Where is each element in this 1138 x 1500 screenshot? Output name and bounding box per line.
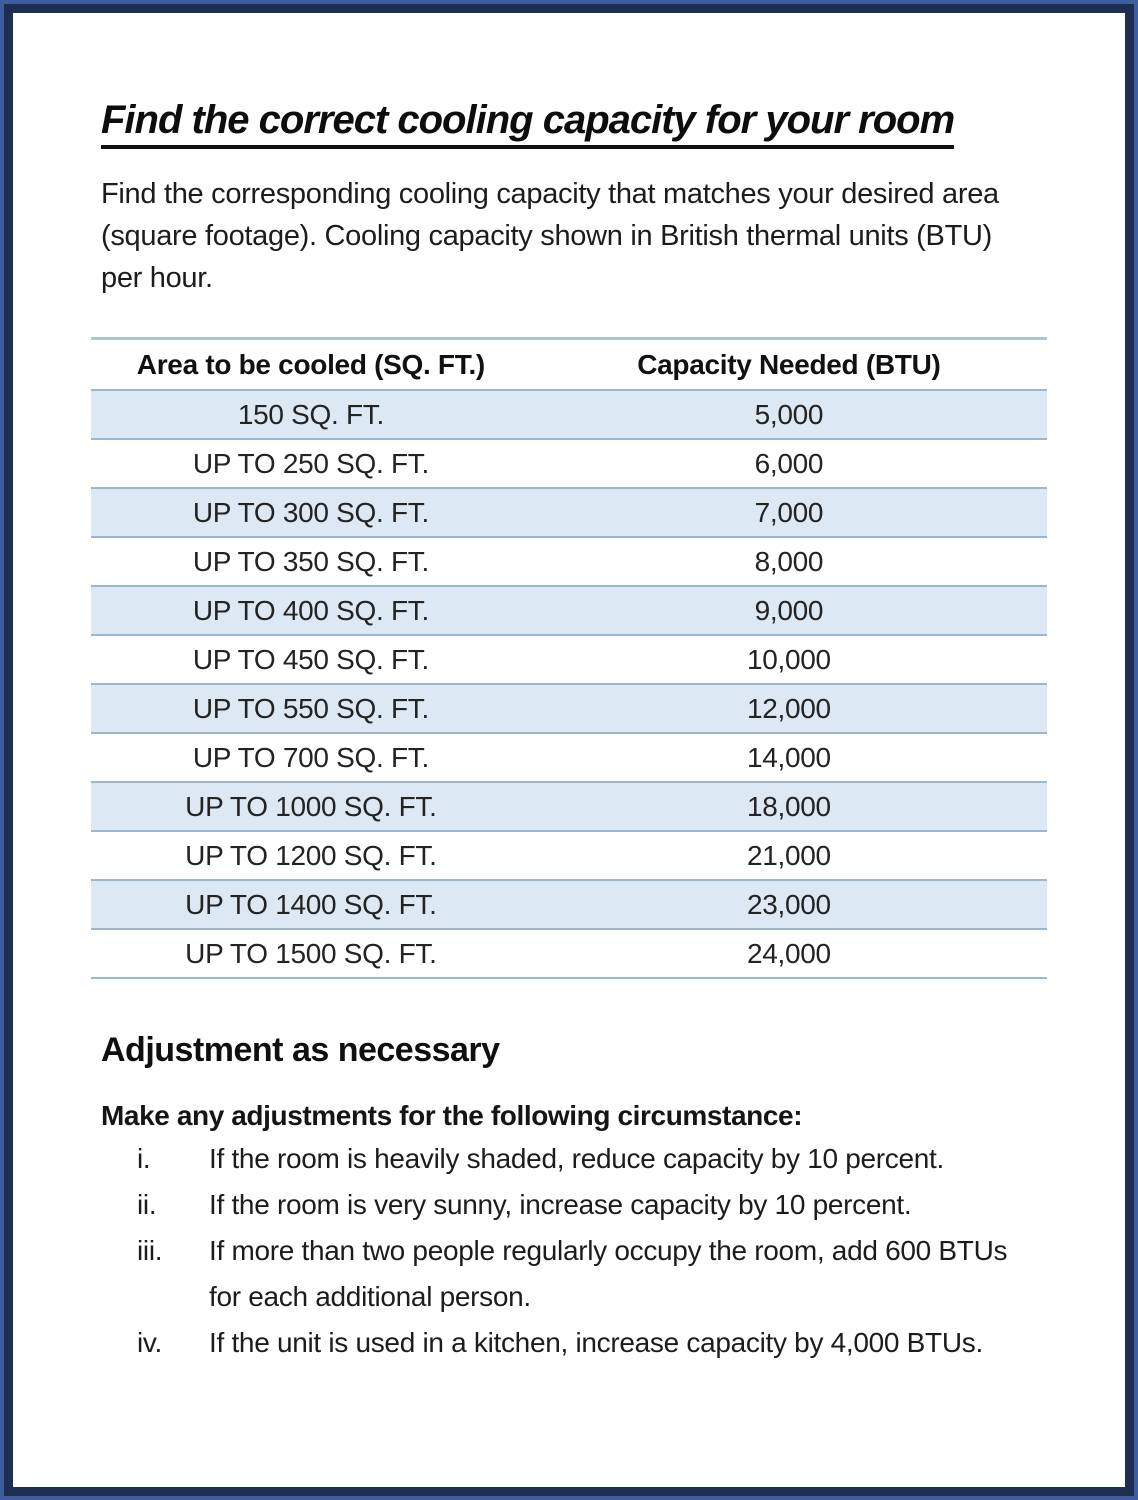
capacity-cell: 7,000 <box>531 488 1047 537</box>
table-row <box>91 831 1047 880</box>
table-row <box>91 782 1047 831</box>
adjustments-list <box>101 1136 1037 1366</box>
adjustments-lead: Make any adjustments for the following circumstance: <box>101 1100 803 1132</box>
table-header-row <box>91 339 1047 391</box>
capacity-cell: 5,000 <box>531 390 1047 439</box>
document-content <box>13 13 1125 1366</box>
table-row <box>91 733 1047 782</box>
capacity-cell: 18,000 <box>531 782 1047 831</box>
capacity-cell: 10,000 <box>531 635 1047 684</box>
area-cell: UP TO 450 SQ. FT. <box>91 635 531 684</box>
list-item <box>101 1136 1037 1182</box>
capacity-cell: 24,000 <box>531 929 1047 978</box>
page-inner-frame <box>4 4 1134 1496</box>
area-cell: UP TO 1200 SQ. FT. <box>91 831 531 880</box>
intro-paragraph: Find the corresponding cooling capacity that matches your desired area (square footage). Cooling capacity shown in British thermal units (BTU) per hour. <box>101 178 999 295</box>
capacity-cell: 23,000 <box>531 880 1047 929</box>
table-row <box>91 537 1047 586</box>
capacity-cell: 14,000 <box>531 733 1047 782</box>
capacity-cell: 12,000 <box>531 684 1047 733</box>
header-capacity-column: Capacity Needed (BTU) <box>531 339 1047 391</box>
table-row <box>91 929 1047 978</box>
area-cell: 150 SQ. FT. <box>91 390 531 439</box>
list-item-number: ii. <box>137 1189 157 1221</box>
list-item <box>101 1228 1037 1320</box>
table-row <box>91 390 1047 439</box>
area-cell: UP TO 1500 SQ. FT. <box>91 929 531 978</box>
list-item <box>101 1320 1037 1366</box>
list-item-text: If the room is heavily shaded, reduce capacity by 10 percent. <box>209 1143 945 1175</box>
table-row <box>91 439 1047 488</box>
list-item-text: If the room is very sunny, increase capacity by 10 percent. <box>209 1189 912 1221</box>
page-title <box>101 97 1037 143</box>
area-cell: UP TO 1000 SQ. FT. <box>91 782 531 831</box>
table-row <box>91 684 1047 733</box>
page-title-text: Find the correct cooling capacity for your room <box>101 98 954 149</box>
capacity-cell: 6,000 <box>531 439 1047 488</box>
list-item-number: iv. <box>137 1327 163 1359</box>
area-cell: UP TO 350 SQ. FT. <box>91 537 531 586</box>
area-cell: UP TO 550 SQ. FT. <box>91 684 531 733</box>
list-item-text: If more than two people regularly occupy the room, add 600 BTUs for each additional person. <box>209 1235 1008 1313</box>
capacity-cell: 9,000 <box>531 586 1047 635</box>
capacity-cell: 8,000 <box>531 537 1047 586</box>
area-cell: UP TO 400 SQ. FT. <box>91 586 531 635</box>
list-item-text: If the unit is used in a kitchen, increase capacity by 4,000 BTUs. <box>209 1327 983 1359</box>
table-row <box>91 880 1047 929</box>
area-cell: UP TO 700 SQ. FT. <box>91 733 531 782</box>
table-row <box>91 635 1047 684</box>
list-item-number: iii. <box>137 1235 163 1267</box>
area-cell: UP TO 300 SQ. FT. <box>91 488 531 537</box>
adjustments-heading: Adjustment as necessary <box>101 1031 500 1070</box>
table-row <box>91 488 1047 537</box>
area-cell: UP TO 1400 SQ. FT. <box>91 880 531 929</box>
list-item-number: i. <box>137 1143 151 1175</box>
table-row <box>91 586 1047 635</box>
list-item <box>101 1182 1037 1228</box>
area-cell: UP TO 250 SQ. FT. <box>91 439 531 488</box>
capacity-cell: 21,000 <box>531 831 1047 880</box>
header-area-column: Area to be cooled (SQ. FT.) <box>91 339 531 391</box>
cooling-capacity-table <box>91 337 1047 979</box>
